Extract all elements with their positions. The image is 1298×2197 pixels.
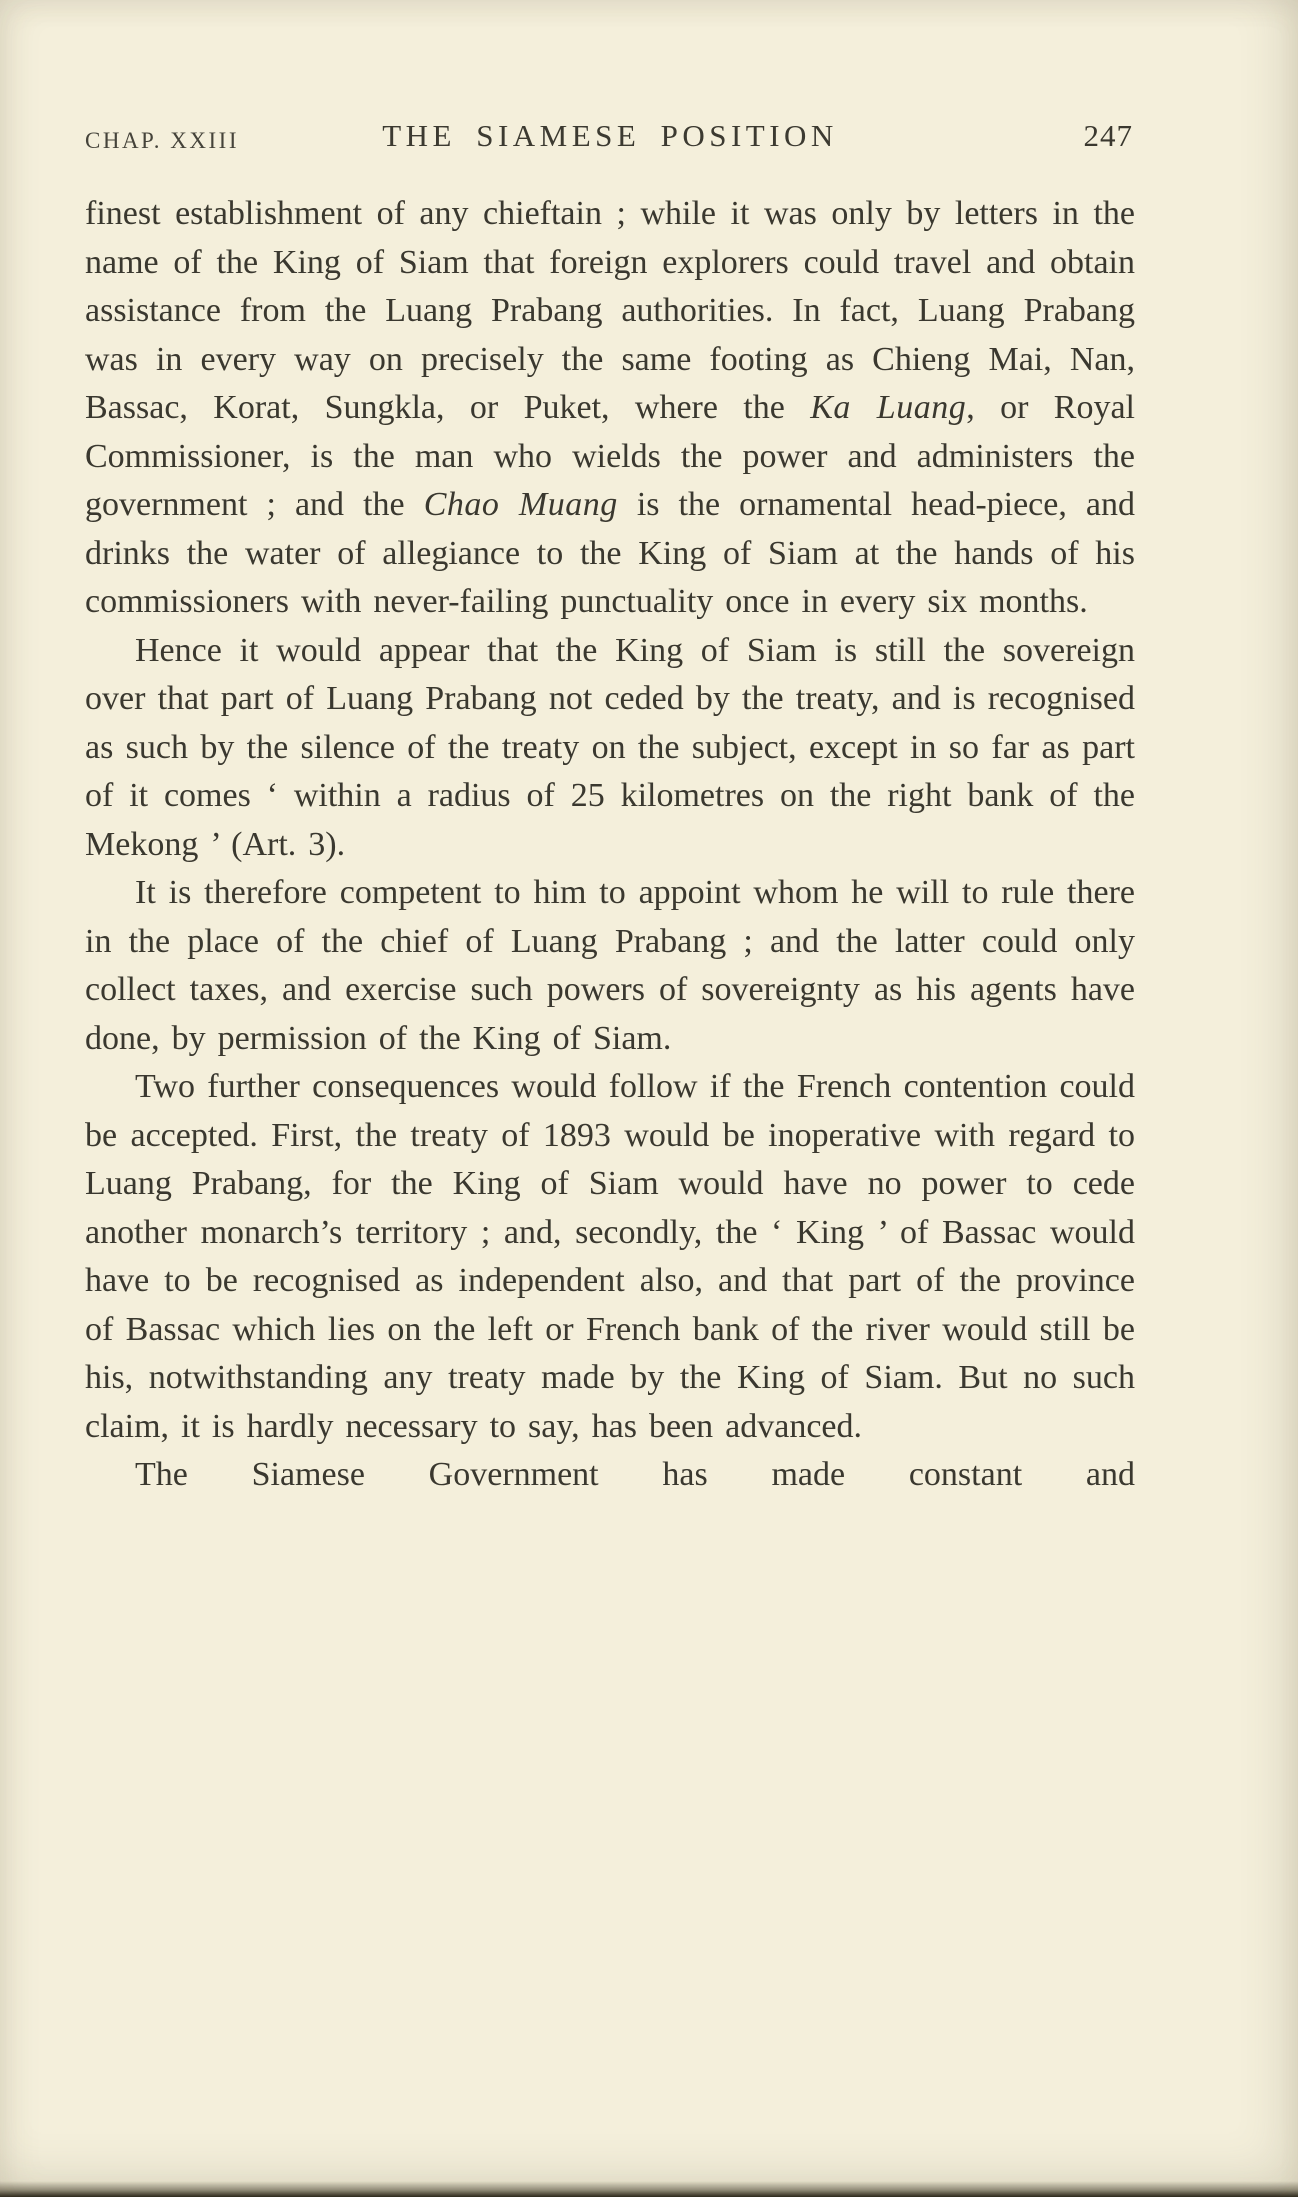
italic-phrase: Ka Luang [810,389,967,426]
body-text [85,190,1135,1500]
text-segment: , or Royal Commissioner, is the man who wields the power and administers the government ; and the [85,389,1135,523]
text-segment: Two further consequences would follow if the French contention could be accepted. First, the treaty of 1893 would be inoperative with regard to Luang Prabang, for the King of Siam would have no power to cede another monarch’s territory ; and, secondly, the ‘ King ’ of Bassac would have to be recognised as independent also, and that part of the province of Bassac which lies on the left or French bank of the river would still be his, notwithstanding any treaty made by the King of Siam. But no such claim, it is hardly necessary to say, has been advanced. [85,1068,1135,1445]
text-segment: It is therefore competent to him to appoint whom he will to rule there in the place of the chief of Luang Prabang ; and the latter could only collect taxes, and exercise such powers of sovereignty as his agents have done, by permission of the King of Siam. [85,874,1135,1057]
paragraph [85,1451,1135,1500]
text-segment: Hence it would appear that the King of Siam is still the sovereign over that part of Luang Prabang not ceded by the treaty, and is recognised as such by the silence of the treaty on the subject, except in so far as part of it comes ‘ within a radius of 25 kilometres on the right bank of the Mekong ’ (Art. 3). [85,631,1135,863]
running-title: THE SIAMESE POSITION [382,118,838,153]
page-header [85,110,1135,154]
italic-phrase: Chao Muang [423,486,618,523]
scan-bottom-edge [0,2181,1298,2197]
text-segment: The Siamese Government has made constant and [135,1456,1135,1493]
paragraph [85,869,1135,1063]
page-number: 247 [1083,118,1133,153]
chapter-label: CHAP. XXIII [85,128,239,153]
paragraph [85,190,1135,627]
text-segment: finest establishment of any chieftain ; while it was only by letters in the name of the King of Siam that foreign explorers could travel and obtain assistance from the Luang Prabang authorities. In fact, Luang Prabang was in every way on precisely the same footing as Chieng Mai, Nan, Bassac, Korat, Sungkla, or Puket, where the [85,195,1135,426]
paragraph [85,1063,1135,1451]
text-segment: is the ornamental head-piece, and drinks the water of allegiance to the King of Siam at the hands of his commissioners with never-failing punctuality once in every six months. [85,486,1136,620]
paragraph [85,627,1135,870]
